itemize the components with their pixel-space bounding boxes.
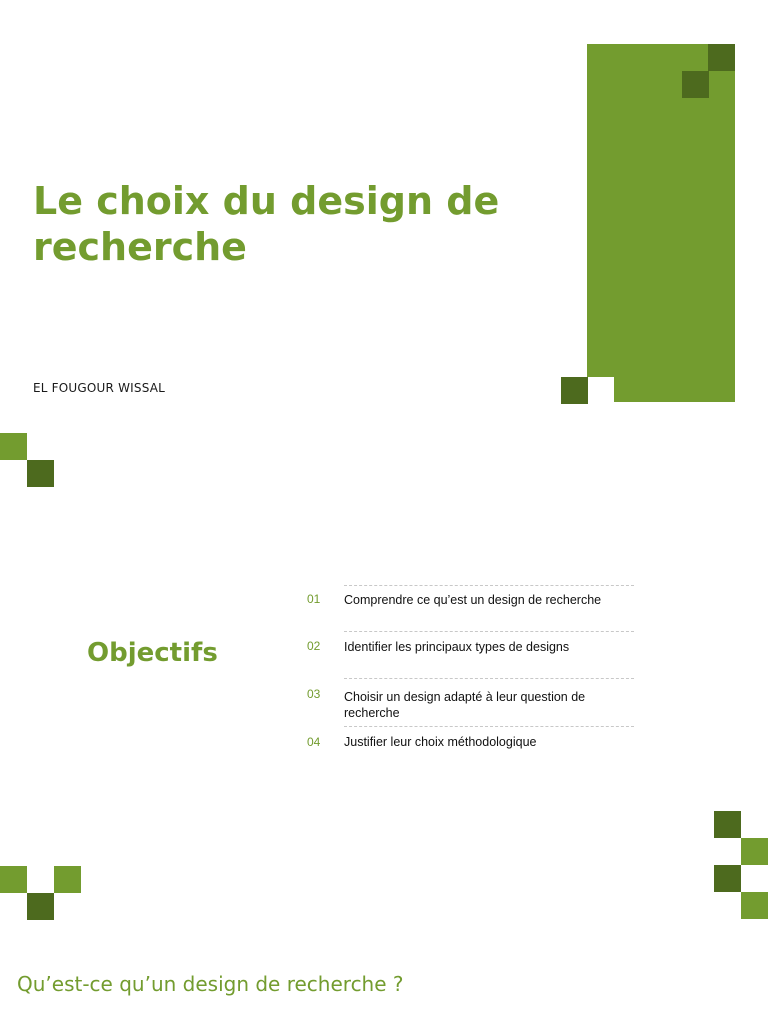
decorative-square [561, 377, 588, 404]
slide-title: Qu’est-ce qu’un design de recherche ? [17, 972, 404, 996]
decorative-square [0, 866, 27, 893]
decorative-square-cutout [587, 377, 614, 404]
decorative-square [741, 838, 768, 865]
decorative-square [54, 866, 81, 893]
decorative-square [27, 893, 54, 920]
objective-text: Choisir un design adapté à leur question de recherche [344, 690, 586, 720]
objective-divider [344, 678, 634, 679]
decorative-square [27, 460, 54, 487]
decorative-green-panel [587, 44, 735, 402]
decorative-square [714, 811, 741, 838]
decorative-square [0, 433, 27, 460]
objective-divider [344, 631, 634, 632]
decorative-square [682, 71, 709, 98]
objective-text: Justifier leur choix méthodologique [344, 735, 537, 749]
slide-title: Le choix du design de recherche [33, 179, 500, 269]
decorative-square [741, 892, 768, 919]
objective-number: 01 [307, 592, 321, 606]
objective-number: 04 [307, 735, 321, 749]
objective-number: 02 [307, 639, 321, 653]
decorative-square [708, 44, 735, 71]
objective-text: Comprendre ce qu’est un design de recherche [344, 593, 602, 607]
objective-number: 03 [307, 687, 321, 701]
objective-divider [344, 726, 634, 727]
slide-author: EL FOUGOUR WISSAL [33, 381, 166, 395]
objective-text: Identifier les principaux types de designs [344, 640, 570, 654]
objective-divider [344, 585, 634, 586]
objectives-title: Objectifs [87, 638, 218, 668]
decorative-square [714, 865, 741, 892]
